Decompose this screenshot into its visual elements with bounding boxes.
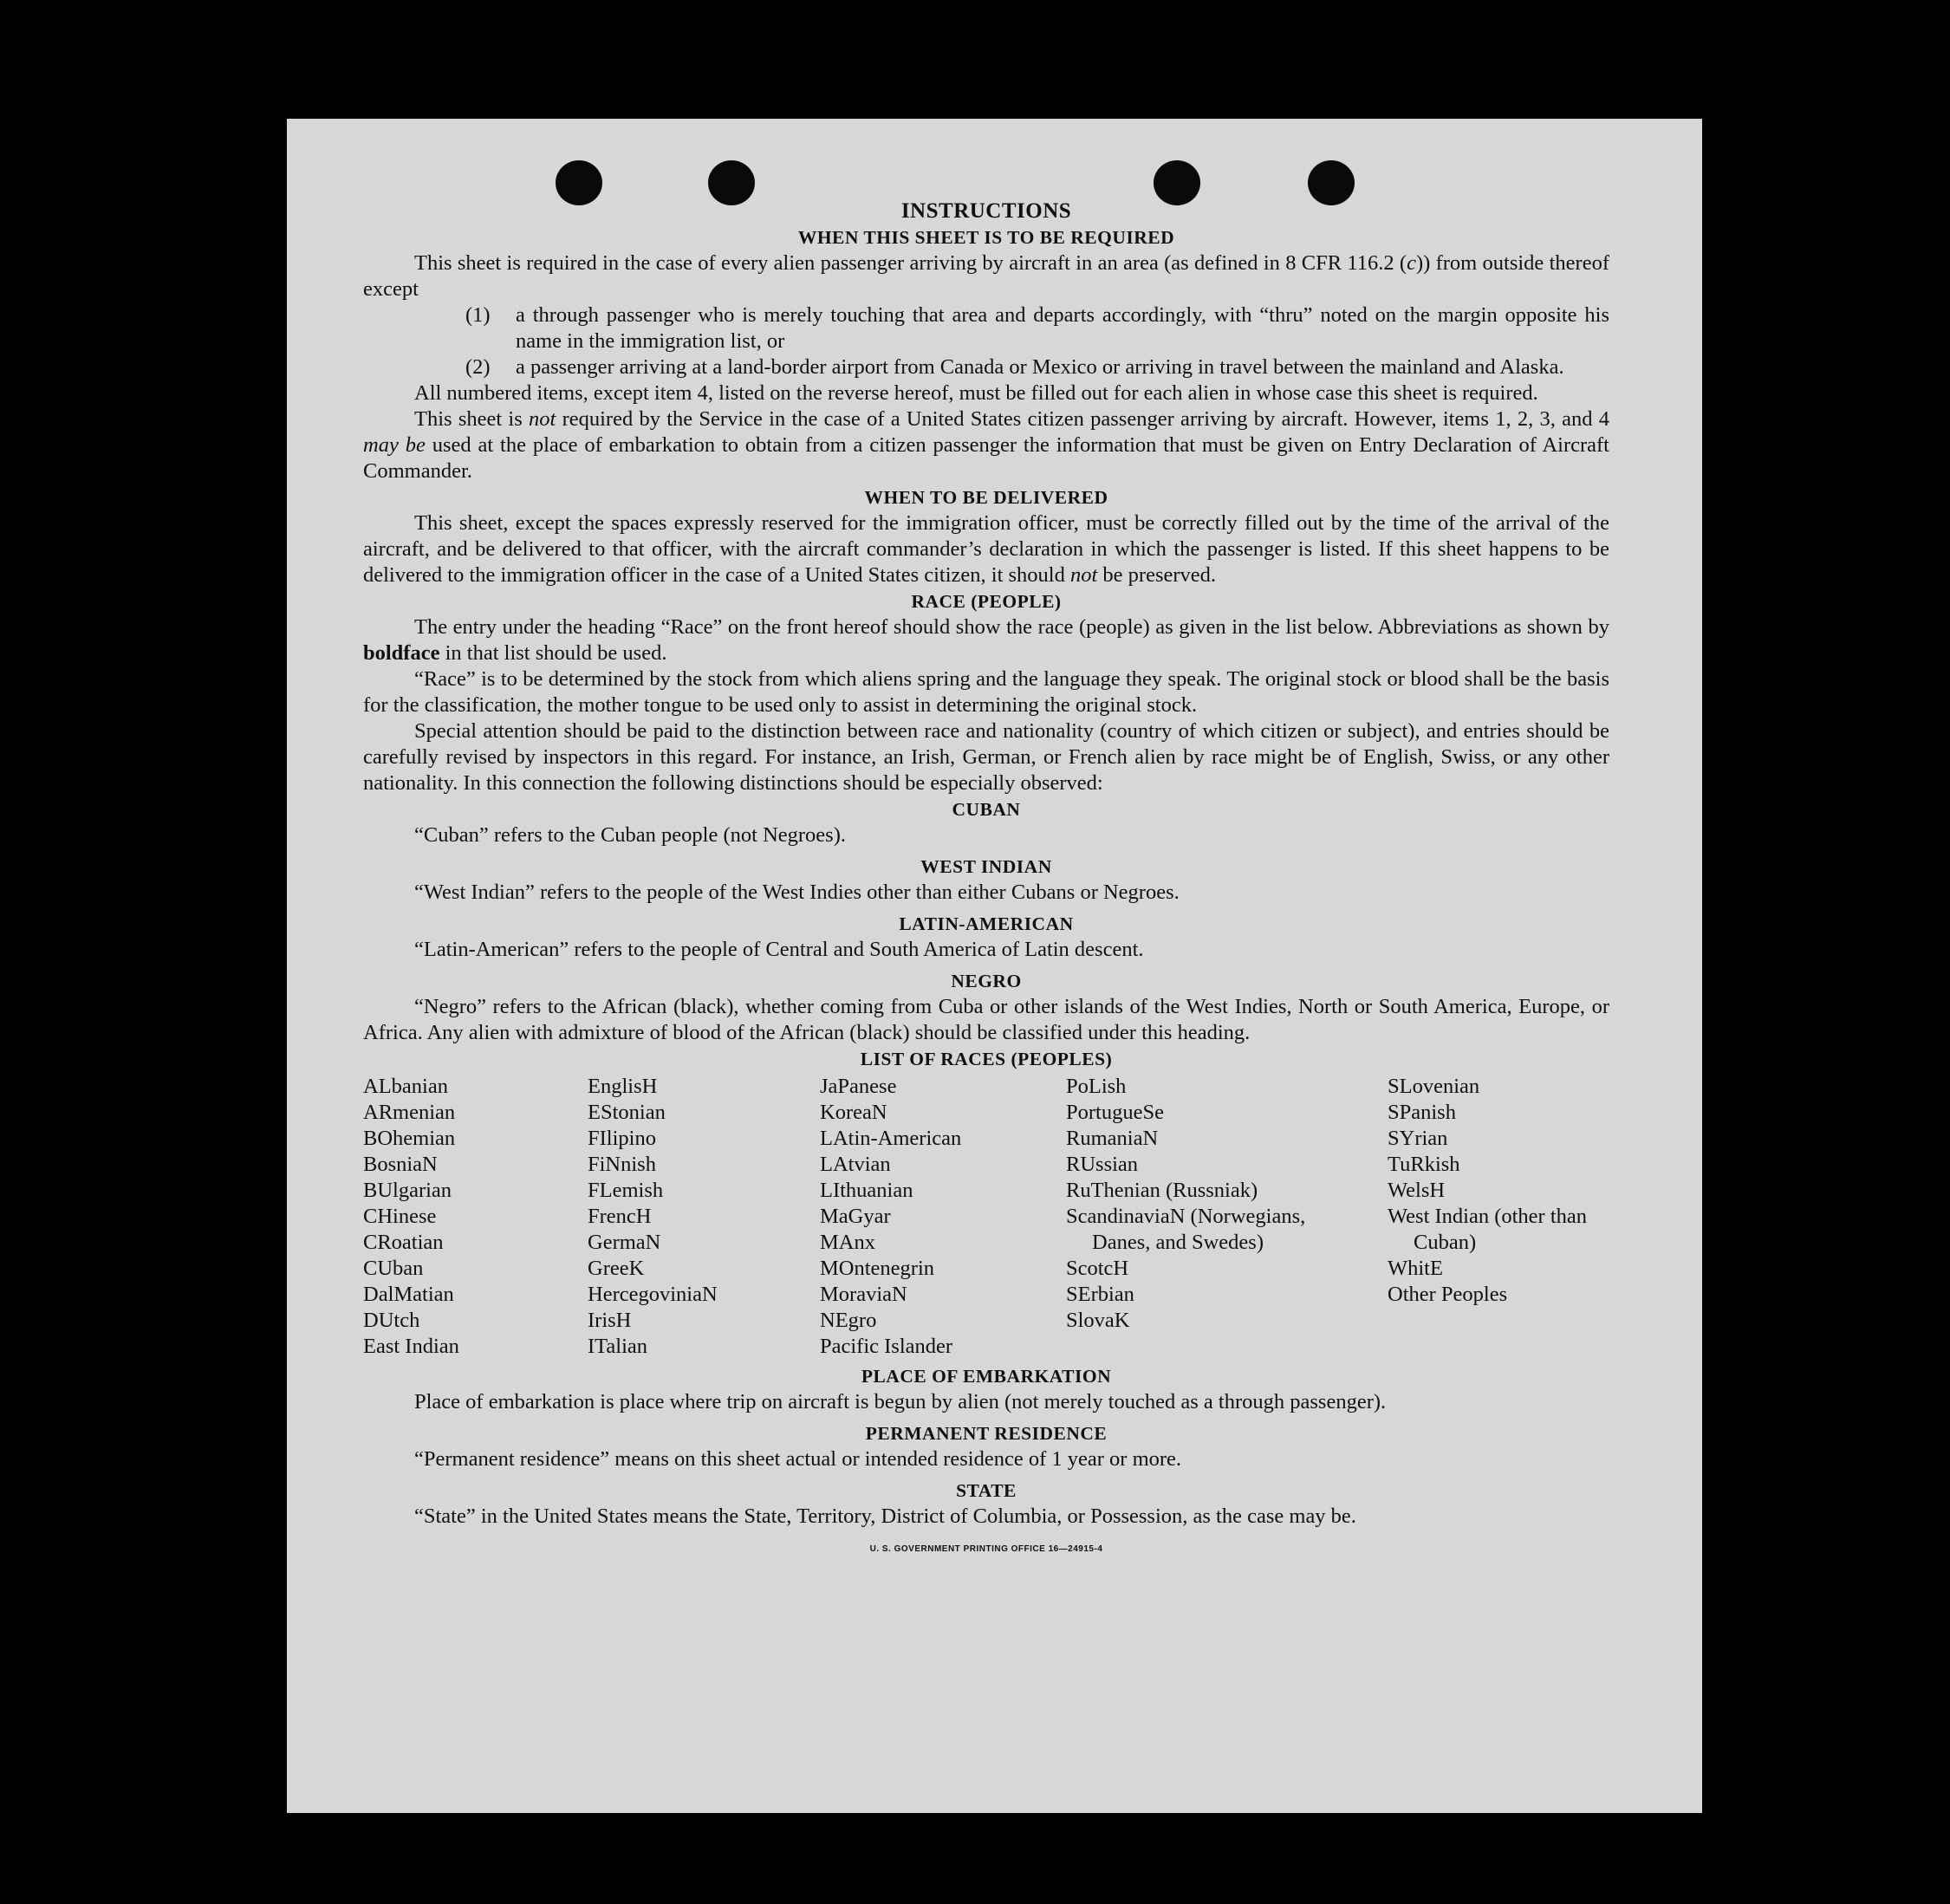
race-entry: MAnx [820, 1231, 875, 1254]
heading-state: STATE [956, 1480, 1017, 1501]
paragraph: The entry under the heading “Race” on the front hereof should show the race (people) as given in the list below. Abbreviations as shown by boldface in that list should be used. [363, 615, 1609, 665]
race-entry: CUban [363, 1257, 424, 1280]
races-column [820, 1074, 1066, 1360]
race-entry: RuThenian (Russniak) [1066, 1179, 1258, 1202]
race-entry: ITalian [588, 1335, 648, 1358]
race-entry: EStonian [588, 1101, 666, 1124]
race-entry: MoraviaN [820, 1283, 907, 1306]
race-entry: KoreaN [820, 1101, 887, 1124]
race-entry: HercegoviniaN [588, 1283, 718, 1306]
race-entry: DalMatian [363, 1283, 454, 1306]
list-item: (1) a through passenger who is merely touching that area and departs accordingly, with “thru” noted on the margin opposite his name in the immigration list, or [465, 303, 1609, 353]
race-entry: ScotcH [1066, 1257, 1129, 1280]
heading-when-required: WHEN THIS SHEET IS TO BE REQUIRED [797, 227, 1175, 248]
race-entry: PoLish [1066, 1075, 1127, 1098]
race-entry: FLemish [588, 1179, 664, 1202]
race-entry: ALbanian [363, 1075, 448, 1098]
heading-west-indian: WEST INDIAN [920, 856, 1052, 877]
race-entry: GermaN [588, 1231, 661, 1254]
heading-races-list: LIST OF RACES (PEOPLES) [860, 1049, 1113, 1069]
heading-cuban: CUBAN [952, 799, 1021, 820]
race-entry: LIthuanian [820, 1179, 913, 1202]
paragraph: “Negro” refers to the African (black), whether coming from Cuba or other islands of the West Indies, North or South America, Europe, or Africa. Any alien with admixture of blood of the African (black) should be classified under this heading. [363, 995, 1609, 1044]
paragraph: “Latin-American” refers to the people of Central and South America of Latin descent. [414, 938, 1144, 961]
race-entry: RUssian [1066, 1153, 1139, 1176]
race-entry: SLovenian [1388, 1075, 1480, 1098]
race-entry: RumaniaN [1066, 1127, 1159, 1150]
races-column [588, 1074, 820, 1360]
paragraph: “State” in the United States means the State, Territory, District of Columbia, or Possession, as the case may be. [414, 1504, 1356, 1528]
heading-race: RACE (PEOPLE) [911, 591, 1062, 612]
race-entry: ARmenian [363, 1101, 456, 1124]
race-entry: FiNnish [588, 1153, 656, 1176]
paragraph: “Race” is to be determined by the stock from which aliens spring and the language they speak. The original stock or blood shall be the basis for the classification, the mother tongue to be used only to assist in determining the original stock. [363, 667, 1609, 717]
race-entry: CHinese [363, 1205, 437, 1228]
page-title: INSTRUCTIONS [900, 199, 1072, 223]
race-entry: SPanish [1388, 1101, 1456, 1124]
heading-negro: NEGRO [951, 971, 1022, 991]
race-entry: EnglisH [588, 1075, 658, 1098]
instructions-content [363, 198, 1609, 1563]
paragraph: This sheet, except the spaces expressly reserved for the immigration officer, must be correctly filled out by the time of the arrival of the aircraft, and be delivered to that officer, with the aircraft commander’s declaration in which the passenger is listed. If this sheet happens to be delivered to the immigration officer in the case of a United States citizen, it should not be preserved. [363, 511, 1609, 587]
list-item: (2) a passenger arriving at a land-border airport from Canada or Mexico or arriving in travel between the mainland and Alaska. [465, 355, 1564, 379]
race-entry: SErbian [1066, 1283, 1134, 1306]
race-entry: MaGyar [820, 1205, 891, 1228]
race-entry: MOntenegrin [820, 1257, 934, 1280]
race-entry: TuRkish [1388, 1153, 1460, 1176]
paragraph: Special attention should be paid to the distinction between race and nationality (country of which citizen or subject), and entries should be carefully revised by inspectors in this regard. For instance, an Irish, German, or French alien by race might be of English, Swiss, or any other nationality. In this connection the following distinctions should be especially observed: [363, 719, 1609, 795]
paragraph: This sheet is not required by the Service in the case of a United States citizen passenger arriving by aircraft. However, items 1, 2, 3, and 4 may be used at the place of embarkation to obtain from a citizen passenger the information that must be given on Entry Declaration of Aircraft Commander. [363, 407, 1609, 483]
race-entry: JaPanese [820, 1075, 897, 1098]
paragraph: “Cuban” refers to the Cuban people (not Negroes). [414, 823, 846, 847]
race-entry: CRoatian [363, 1231, 444, 1254]
race-entry: GreeK [588, 1257, 645, 1280]
paragraph: “West Indian” refers to the people of the West Indies other than either Cubans or Negroes. [414, 881, 1180, 904]
heading-embarkation: PLACE OF EMBARKATION [861, 1366, 1112, 1387]
race-entry: BOhemian [363, 1127, 456, 1150]
race-entry: LAtvian [820, 1153, 891, 1176]
race-entry: East Indian [363, 1335, 459, 1358]
race-entry: FIlipino [588, 1127, 656, 1150]
race-entry: IrisH [588, 1309, 632, 1332]
paragraph: “Permanent residence” means on this sheet actual or intended residence of 1 year or more. [414, 1447, 1182, 1471]
paragraph: All numbered items, except item 4, listed on the reverse hereof, must be filled out for each alien in whose case this sheet is required. [414, 381, 1538, 405]
heading-latin-american: LATIN-AMERICAN [899, 913, 1074, 934]
race-entry: LAtin-American [820, 1127, 962, 1150]
race-entry: PortugueSe [1066, 1101, 1164, 1124]
document-sheet [287, 119, 1702, 1813]
printer-imprint: U. S. GOVERNMENT PRINTING OFFICE 16—24915-4 [869, 1544, 1103, 1554]
paragraph: This sheet is required in the case of every alien passenger arriving by aircraft in an area (as defined in 8 CFR 116.2 (c)) from outside thereof except [363, 251, 1609, 301]
paragraph: Place of embarkation is place where trip on aircraft is begun by alien (not merely touched as a through passenger). [414, 1390, 1387, 1413]
heading-residence: PERMANENT RESIDENCE [865, 1423, 1108, 1444]
race-entry: WelsH [1388, 1179, 1446, 1202]
race-entry: Other Peoples [1388, 1283, 1508, 1306]
race-entry: FrencH [588, 1205, 652, 1228]
races-list [363, 1074, 1609, 1360]
race-entry: ScandinaviaN (Norwegians, Danes, and Swedes) [1066, 1205, 1306, 1254]
race-entry: SYrian [1388, 1127, 1448, 1150]
heading-when-delivered: WHEN TO BE DELIVERED [864, 487, 1108, 508]
races-column [1388, 1074, 1609, 1360]
race-entry: BUlgarian [363, 1179, 452, 1202]
race-entry: BosniaN [363, 1153, 438, 1176]
race-entry: WhitE [1388, 1257, 1443, 1280]
race-entry: DUtch [363, 1309, 420, 1332]
race-entry: West Indian (other than Cuban) [1388, 1205, 1588, 1254]
race-entry: NEgro [820, 1309, 877, 1332]
race-entry: SlovaK [1066, 1309, 1130, 1332]
race-entry: Pacific Islander [820, 1335, 953, 1358]
races-column [363, 1074, 588, 1360]
races-column [1066, 1074, 1388, 1360]
